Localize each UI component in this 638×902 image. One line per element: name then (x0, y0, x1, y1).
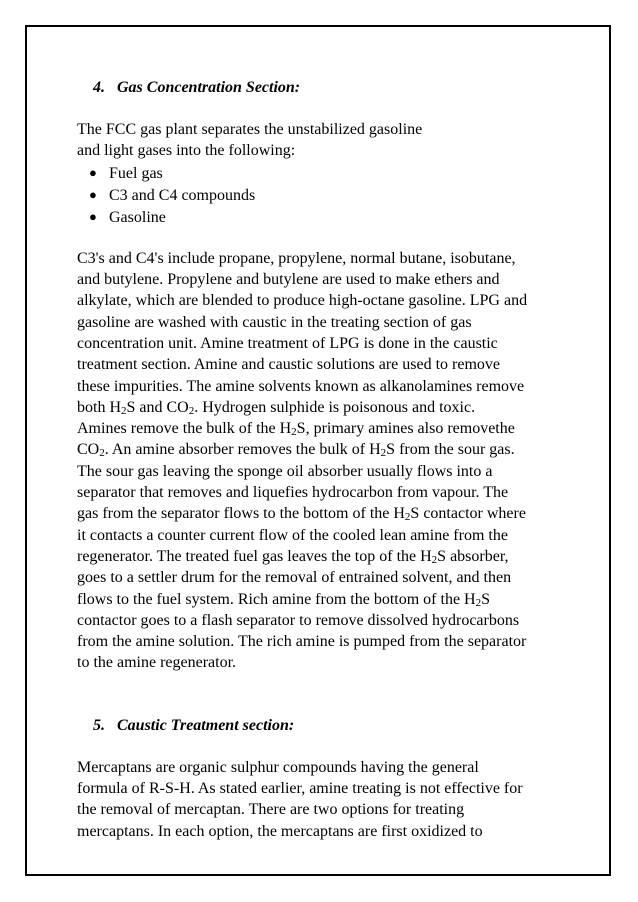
text-segment: The sour gas leaving the sponge oil absorber usually flows into a (77, 462, 493, 480)
bullet-icon: ● (89, 164, 97, 180)
paragraph-line (77, 482, 577, 503)
product-list (77, 162, 577, 229)
subscript: 2 (380, 447, 387, 460)
text-segment: S from the sour gas. (386, 441, 515, 459)
section-5-number: 5. (93, 716, 105, 734)
paragraph-line (77, 418, 577, 439)
subscript: 2 (404, 511, 411, 524)
paragraph-line: the removal of mercaptan. There are two options for treating (77, 801, 465, 819)
list-item-text: C3 and C4 compounds (109, 187, 256, 204)
list-item (89, 206, 577, 228)
paragraph-line (77, 610, 577, 631)
section-5-paragraph (77, 757, 577, 842)
subscript: 2 (188, 404, 195, 417)
text-segment: alkylate, which are blended to produce high-octane gasoline. LPG and (77, 292, 528, 310)
list-item-text: Fuel gas (109, 164, 163, 182)
section-4-heading (93, 76, 577, 100)
bullet-icon: ● (89, 209, 97, 225)
bullet-icon: ● (89, 187, 97, 202)
subscript: 2 (475, 596, 482, 609)
paragraph-line (77, 333, 577, 354)
paragraph-line (77, 567, 577, 588)
text-segment: goes to a settler drum for the removal of entrained solvent, and then (77, 569, 512, 587)
text-segment: S and CO (126, 398, 189, 416)
subscript: 2 (121, 404, 127, 417)
paragraph-line: formula of R-S-H. As stated earlier, amine treating is not effective for (77, 780, 523, 798)
paragraph-line (77, 652, 577, 673)
text-segment: gasoline are washed with caustic in the treating section of gas (77, 313, 472, 331)
paragraph-line (77, 461, 577, 482)
paragraph-line (77, 248, 577, 269)
paragraph-line (77, 312, 577, 333)
paragraph-line (77, 354, 577, 375)
text-segment: S, primary amines also removethe (296, 420, 515, 438)
paragraph-line (77, 589, 577, 610)
text-segment: C3's and C4's include propane, propylene, normal butane, isobutane, (77, 249, 516, 267)
text-segment: S absorber, (437, 547, 509, 565)
intro-line: The FCC gas plant separates the unstabilized gasoline (77, 121, 423, 138)
paragraph-line (77, 397, 577, 418)
paragraph-line (77, 376, 577, 397)
text-segment: S contactor where (410, 505, 526, 523)
text-segment: both H (77, 398, 121, 416)
paragraph-line (77, 503, 577, 524)
text-segment: CO (77, 441, 100, 459)
text-segment: concentration unit. Amine treatment of LPG is done in the caustic (77, 335, 498, 352)
text-segment: from the amine solution. The rich amine is pumped from the separator (77, 633, 527, 651)
intro-line: and light gases into the following: (77, 142, 296, 160)
text-segment: gas from the separator flows to the bottom of the H (77, 505, 405, 523)
paragraph-line (77, 546, 577, 567)
section-5-title: Caustic Treatment section: (117, 716, 295, 734)
text-segment: to the amine regenerator. (77, 654, 237, 672)
document-content (77, 76, 577, 842)
text-segment: separator that removes and liquefies hydrocarbon from vapour. The (77, 484, 509, 502)
text-segment: . An amine absorber removes the bulk of H (104, 441, 381, 459)
text-segment: flows to the fuel system. Rich amine from the bottom of the H (77, 590, 476, 608)
text-segment: it contacts a counter current flow of the cooled lean amine from the (77, 526, 508, 544)
paragraph-line (77, 631, 577, 652)
paragraph-line (77, 269, 577, 290)
text-segment: Amines remove the bulk of the H (77, 420, 292, 438)
paragraph-line (77, 290, 577, 311)
list-item (89, 184, 577, 206)
paragraph-line: mercaptans. In each option, the mercaptans are first oxidized to (77, 822, 483, 840)
list-item-text: Gasoline (109, 209, 166, 227)
text-segment: S (481, 590, 490, 608)
text-segment: contactor goes to a flash separator to remove dissolved hydrocarbons (77, 611, 520, 629)
text-segment: regenerator. The treated fuel gas leaves the top of the H (77, 547, 432, 565)
section-4-title: Gas Concentration Section: (117, 79, 301, 96)
text-segment: . Hydrogen sulphide is poisonous and toxic. (194, 398, 476, 416)
text-segment: these impurities. The amine solvents known as alkanolamines remove (77, 377, 525, 395)
text-segment: and butylene. Propylene and butylene are used to make ethers and (77, 271, 500, 289)
section-5-heading (93, 714, 577, 738)
section-4-paragraph (77, 248, 577, 674)
subscript: 2 (291, 426, 297, 439)
list-item (89, 162, 577, 184)
paragraph-line: Mercaptans are organic sulphur compounds having the general (77, 758, 479, 776)
subscript: 2 (431, 553, 438, 566)
text-segment: treatment section. Amine and caustic solutions are used to remove (77, 356, 500, 374)
paragraph-line (77, 525, 577, 546)
section-4-intro (77, 119, 577, 162)
subscript: 2 (99, 447, 105, 460)
paragraph-line (77, 439, 577, 460)
section-4-number: 4. (93, 79, 105, 96)
